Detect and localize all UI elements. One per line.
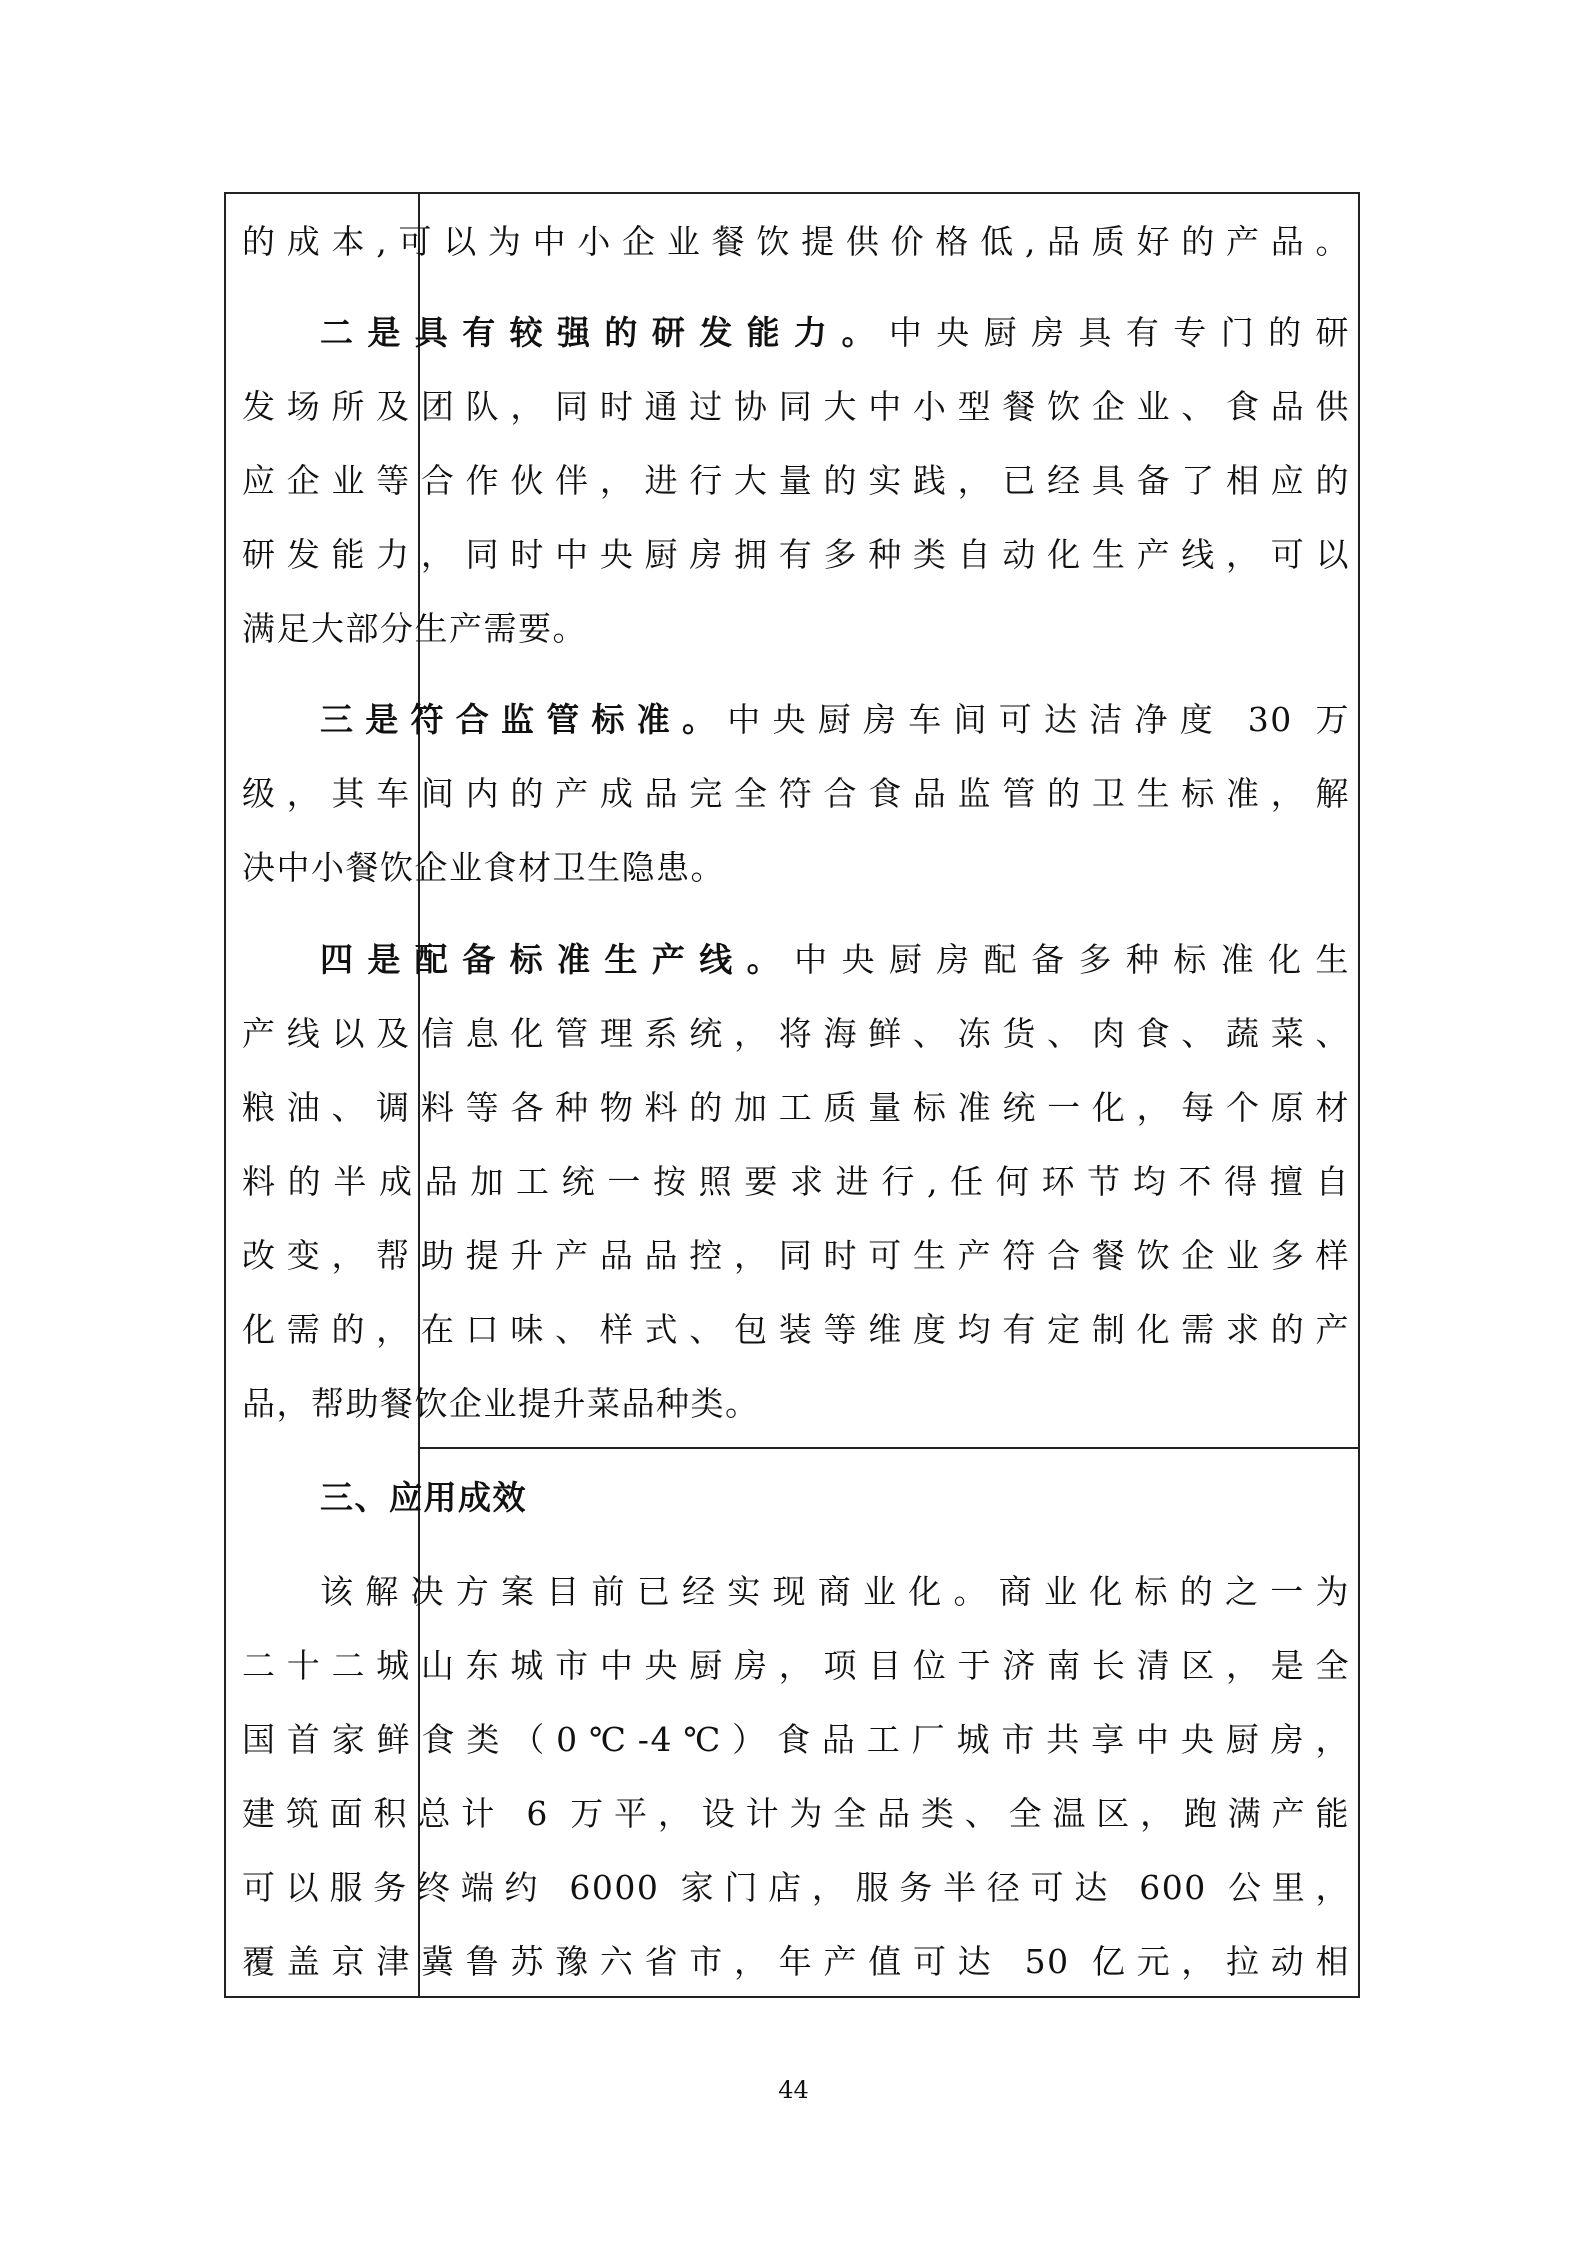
text-line: 可以服务终端约 6000 家门店，服务半径可达 600 公里， [242,1868,1350,1907]
paragraph-2-first-line [320,313,1350,353]
text-line: 建筑面积总计 6 万平，设计为全品类、全温区，跑满产能 [242,1794,1350,1833]
paragraph-4-first: 中央厨房配备多种标准化生 [794,940,1351,979]
text-line: 粮油、调料等各种物料的加工质量标准统一化，每个原材 [242,1088,1350,1127]
text-line: 的成本,可以为中小企业餐饮提供价格低,品质好的产品。 [242,222,1350,261]
text-line: 品，帮助餐饮企业提升菜品种类。 [242,1384,760,1423]
page-number: 44 [778,2076,809,2104]
section-heading: 三、应用成效 [320,1478,527,1517]
paragraph-3-first-line [320,700,1350,740]
text-line: 化需的，在口味、样式、包装等维度均有定制化需求的产 [242,1310,1350,1349]
text-line: 二十二城山东城市中央厨房，项目位于济南长清区，是全 [242,1646,1350,1685]
text-line: 产线以及信息化管理系统，将海鲜、冻货、肉食、蔬菜、 [242,1014,1350,1053]
text-line: 发场所及团队，同时通过协同大中小型餐饮企业、食品供 [242,387,1350,426]
paragraph-3-first: 中央厨房车间可达洁净度 30 万 [727,700,1350,739]
paragraph-2-first: 中央厨房具有专门的研 [888,313,1351,352]
text-line: 研发能力，同时中央厨房拥有多种类自动化生产线，可以 [242,535,1350,574]
text-line: 覆盖京津冀鲁苏豫六省市，年产值可达 50 亿元，拉动相 [242,1942,1350,1981]
text-line: 该解决方案目前已经实现商业化。商业化标的之一为 [320,1572,1350,1611]
text-line: 国首家鲜食类（0℃-4℃）食品工厂城市共享中央厨房， [242,1720,1350,1759]
text-line: 决中小餐饮企业食材卫生隐患。 [242,848,725,887]
text-line: 改变，帮助提升产品品控，同时可生产符合餐饮企业多样 [242,1236,1350,1275]
paragraph-4-heading: 四是配备标准生产线。 [320,940,795,979]
paragraph-3-heading: 三是符合监管标准。 [320,700,728,739]
text-line: 应企业等合作伙伴，进行大量的实践，已经具备了相应的 [242,461,1350,500]
paragraph-4-first-line [320,940,1350,980]
text-line: 级，其车间内的产成品完全符合食品监管的卫生标准，解 [242,774,1350,813]
text-line: 满足大部分生产需要。 [242,609,587,648]
text-line: 料的半成品加工统一按照要求进行,任何环节均不得擅自 [242,1162,1350,1201]
paragraph-2-heading: 二是具有较强的研发能力。 [320,313,889,352]
